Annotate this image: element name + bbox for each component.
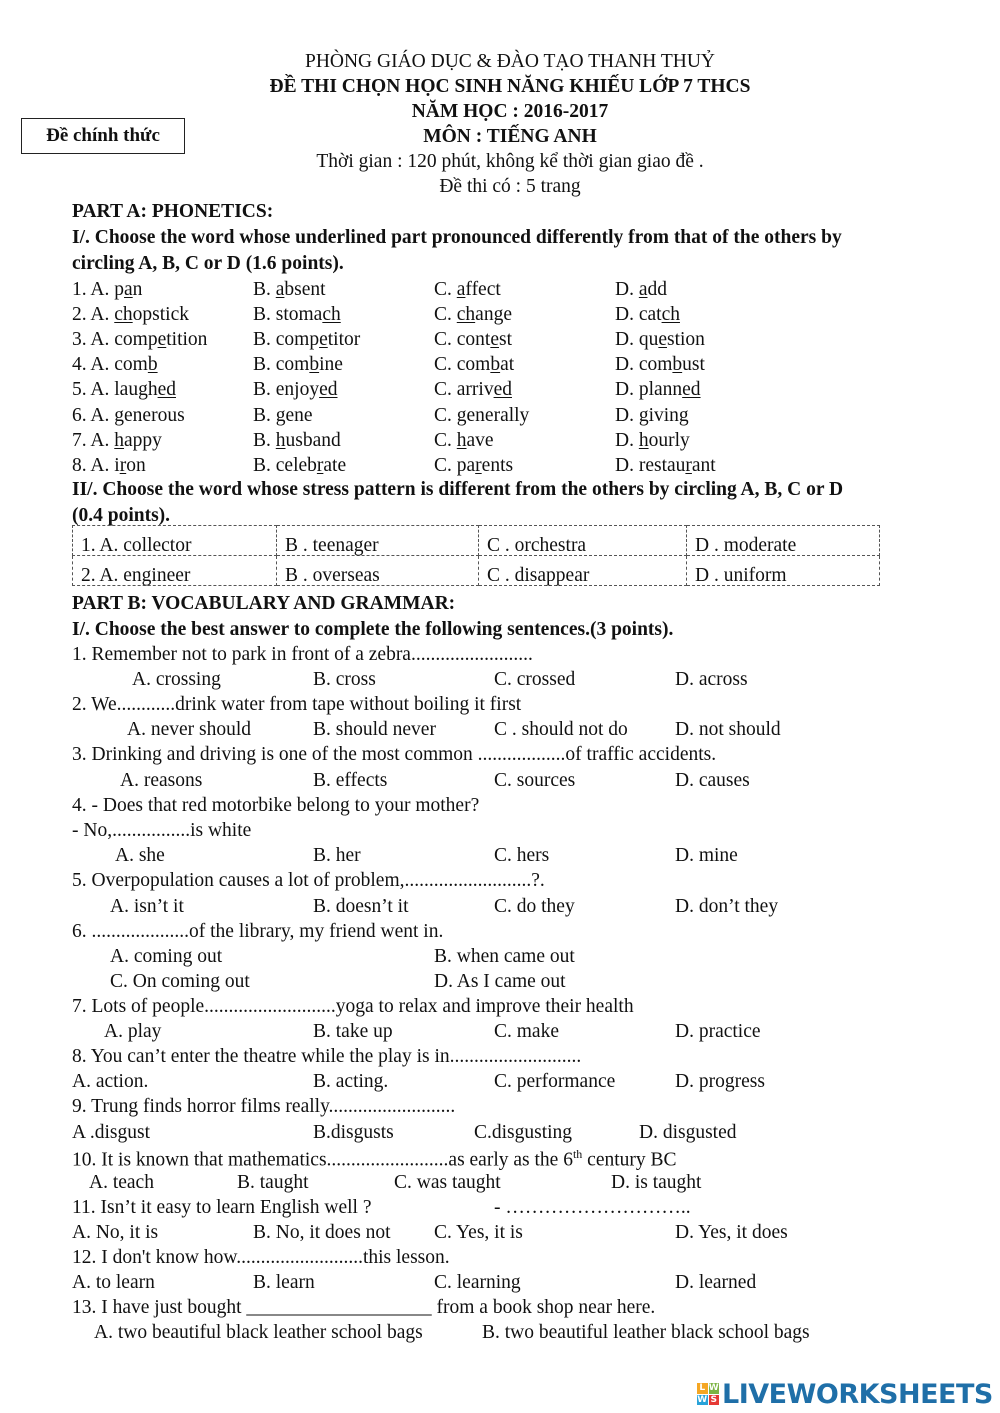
logo-tile: W bbox=[697, 1394, 708, 1405]
answer-option[interactable] bbox=[72, 406, 185, 426]
word-part: at bbox=[500, 354, 515, 376]
underlined-part: b bbox=[309, 354, 320, 376]
question-11-blank: - ……………………….. bbox=[494, 1197, 691, 1218]
word-part: C. com bbox=[434, 354, 491, 376]
word-part: usband bbox=[285, 429, 341, 451]
underlined-part: g bbox=[275, 404, 286, 426]
word-part: titor bbox=[327, 329, 361, 351]
word-part: B. stoma bbox=[253, 304, 323, 326]
time-limit: Thời gian : 120 phút, không kể thời gian giao đề . bbox=[316, 151, 704, 172]
underlined-part: ed bbox=[319, 379, 338, 401]
answer-option[interactable]: A. coming out bbox=[110, 946, 223, 967]
logo-text: LIVEWORKSHEETS bbox=[722, 1378, 993, 1410]
question-5: 5. Overpopulation causes a lot of problem,..........................?. bbox=[72, 870, 545, 891]
stress-cell[interactable]: B . teenager bbox=[277, 526, 479, 556]
part-a-s1-instruction-1: I/. Choose the word whose underlined part pronounced differently from that of the others by bbox=[72, 227, 842, 248]
underlined-part: a bbox=[275, 279, 285, 300]
part-a-s2-instruction-2: (0.4 points). bbox=[72, 505, 171, 526]
word-part: C. bbox=[434, 279, 457, 300]
question-12: 12. I don't know how..........................this lesson. bbox=[72, 1247, 450, 1268]
word-part: D. qu bbox=[615, 329, 659, 351]
page-count: Đề thi có : 5 trang bbox=[439, 176, 581, 197]
answer-option[interactable]: A. she bbox=[115, 845, 165, 866]
underlined-part: a bbox=[638, 279, 648, 300]
answer-option[interactable]: A. No, it is bbox=[72, 1222, 159, 1243]
underlined-part: e bbox=[319, 329, 328, 351]
answer-option[interactable]: C. On coming out bbox=[110, 971, 250, 992]
answer-option[interactable]: B.disgusts bbox=[313, 1122, 394, 1143]
underlined-part: g bbox=[456, 404, 467, 426]
answer-option[interactable]: D. disgusted bbox=[639, 1122, 737, 1143]
word-part: ange bbox=[475, 304, 512, 326]
answer-option[interactable] bbox=[72, 431, 162, 451]
part-a-s2-instruction-1: II/. Choose the word whose stress pattern is different from the others by circling A, B, C or D bbox=[72, 479, 844, 500]
answer-option[interactable]: D. Yes, it does bbox=[675, 1222, 788, 1243]
table-row bbox=[73, 556, 880, 586]
school-year: NĂM HỌC : 2016-2017 bbox=[411, 101, 609, 122]
word-part: C. pa bbox=[434, 454, 476, 476]
answer-option[interactable]: A. reasons bbox=[120, 770, 203, 791]
answer-option[interactable] bbox=[434, 280, 501, 300]
answer-option[interactable]: C. do they bbox=[494, 896, 575, 917]
answer-option[interactable]: D. causes bbox=[675, 770, 750, 791]
answer-option[interactable] bbox=[72, 330, 207, 350]
underlined-part: r bbox=[685, 454, 692, 476]
liveworksheets-logo bbox=[697, 1378, 993, 1410]
word-part: ate bbox=[323, 454, 347, 476]
answer-option[interactable] bbox=[434, 330, 512, 350]
answer-option[interactable] bbox=[253, 406, 313, 426]
answer-option[interactable] bbox=[434, 355, 514, 375]
answer-option[interactable] bbox=[253, 431, 341, 451]
word-part: C. bbox=[434, 304, 457, 326]
word-part: opstick bbox=[132, 304, 190, 326]
word-part: B. bbox=[253, 404, 276, 426]
underlined-part: h bbox=[638, 429, 649, 451]
word-part: D. bbox=[615, 429, 639, 451]
answer-option[interactable]: D. practice bbox=[675, 1021, 761, 1042]
answer-option[interactable]: B. doesn’t it bbox=[313, 896, 409, 917]
answer-option[interactable]: A. two beautiful black leather school bags bbox=[94, 1322, 423, 1343]
word-part: ents bbox=[481, 454, 514, 476]
underlined-part: e bbox=[658, 329, 667, 351]
answer-option[interactable]: A. teach bbox=[89, 1172, 154, 1193]
word-part: D. cat bbox=[615, 304, 662, 326]
word-part: appy bbox=[124, 429, 162, 451]
answer-option[interactable] bbox=[434, 431, 494, 451]
answer-option[interactable]: B. two beautiful leather black school bags bbox=[482, 1322, 810, 1343]
answer-option[interactable]: A .disgust bbox=[72, 1122, 151, 1143]
underlined-part: e bbox=[490, 329, 499, 351]
word-part: ave bbox=[466, 429, 494, 451]
underlined-part: ch bbox=[322, 304, 341, 326]
word-part: stion bbox=[667, 329, 705, 351]
stress-cell[interactable]: D . uniform bbox=[687, 556, 880, 586]
answer-option[interactable]: A. isn’t it bbox=[110, 896, 184, 917]
logo-tile: S bbox=[709, 1395, 720, 1406]
underlined-part: b bbox=[490, 354, 501, 376]
question-3: 3. Drinking and driving is one of the most common ..................of traffic accidents. bbox=[72, 744, 717, 765]
question-1: 1. Remember not to park in front of a zebra......................... bbox=[72, 644, 533, 665]
underlined-part: h bbox=[275, 429, 286, 451]
answer-option[interactable]: D. across bbox=[675, 669, 748, 690]
word-part: B. com bbox=[253, 354, 310, 376]
word-part: st bbox=[499, 329, 513, 351]
answer-option[interactable]: D. progress bbox=[675, 1071, 765, 1092]
exam-title: ĐỀ THI CHỌN HỌC SINH NĂNG KHIẾU LỚP 7 THCS bbox=[269, 76, 751, 97]
underlined-part: a bbox=[456, 279, 466, 300]
word-part: iving bbox=[648, 404, 689, 426]
word-part: B. enjoy bbox=[253, 379, 320, 401]
word-part: B. celeb bbox=[253, 454, 317, 476]
answer-option[interactable]: C. make bbox=[494, 1021, 559, 1042]
answer-option[interactable] bbox=[72, 355, 158, 375]
question-10-tail: century BC bbox=[582, 1149, 677, 1171]
answer-option[interactable] bbox=[615, 355, 705, 375]
answer-option[interactable]: C. hers bbox=[494, 845, 550, 866]
answer-option[interactable]: D. don’t they bbox=[675, 896, 779, 917]
department-name: PHÒNG GIÁO DỤC & ĐÀO TẠO THANH THUỶ bbox=[304, 51, 716, 72]
stress-cell[interactable]: 1. A. collector bbox=[73, 526, 277, 556]
underlined-part: ed bbox=[157, 379, 176, 401]
underlined-part: g bbox=[638, 404, 649, 426]
word-part: 8. A. i bbox=[72, 454, 120, 476]
word-part: enerally bbox=[466, 404, 530, 426]
underlined-part: ed bbox=[682, 379, 701, 401]
answer-option[interactable] bbox=[615, 431, 690, 451]
answer-option[interactable] bbox=[615, 380, 701, 400]
word-part: ine bbox=[319, 354, 343, 376]
word-part: tition bbox=[166, 329, 208, 351]
word-part: 3. A. comp bbox=[72, 329, 158, 351]
answer-option[interactable]: D. As I came out bbox=[434, 971, 566, 992]
question-10 bbox=[72, 1148, 677, 1170]
word-part: B. bbox=[253, 429, 276, 451]
word-part: ene bbox=[285, 404, 313, 426]
logo-tile: W bbox=[708, 1383, 719, 1393]
answer-option[interactable]: B. cross bbox=[313, 669, 376, 690]
word-part: C. arriv bbox=[434, 379, 494, 401]
official-label: Đề chính thức bbox=[46, 125, 160, 146]
answer-option[interactable]: B. effects bbox=[313, 770, 388, 791]
answer-option[interactable]: A. play bbox=[104, 1021, 162, 1042]
part-a-title: PART A: PHONETICS: bbox=[72, 201, 274, 222]
underlined-part: ch bbox=[114, 304, 133, 326]
answer-option[interactable]: B. her bbox=[313, 845, 361, 866]
answer-option[interactable] bbox=[615, 305, 680, 325]
word-part: C. bbox=[434, 429, 457, 451]
word-part: D. bbox=[615, 279, 639, 300]
question-2: 2. We............drink water from tape without boiling it first bbox=[72, 694, 522, 715]
underlined-part: b bbox=[672, 354, 683, 376]
answer-option[interactable] bbox=[253, 330, 360, 350]
answer-option[interactable] bbox=[253, 280, 326, 300]
word-part: B. bbox=[253, 279, 276, 300]
underlined-part: b bbox=[147, 354, 158, 376]
question-4-reply: - No,................is white bbox=[72, 820, 252, 841]
question-8: 8. You can’t enter the theatre while the play is in........................... bbox=[72, 1046, 582, 1067]
logo-tile: L bbox=[697, 1383, 708, 1394]
word-part: 5. A. laugh bbox=[72, 379, 158, 401]
underlined-part: r bbox=[119, 454, 127, 476]
word-part: ourly bbox=[648, 429, 690, 451]
underlined-part: r bbox=[316, 454, 324, 476]
stress-cell[interactable]: D . moderate bbox=[687, 526, 880, 556]
stress-cell[interactable]: B . overseas bbox=[277, 556, 479, 586]
answer-option[interactable]: C. was taught bbox=[394, 1172, 501, 1193]
word-part: n bbox=[132, 279, 143, 300]
word-part: on bbox=[126, 454, 146, 476]
answer-option[interactable]: A. never should bbox=[127, 719, 252, 740]
answer-option[interactable] bbox=[253, 456, 346, 476]
answer-option[interactable] bbox=[253, 355, 343, 375]
logo-icon bbox=[697, 1383, 719, 1405]
underlined-part: h bbox=[456, 429, 467, 451]
answer-option[interactable] bbox=[434, 456, 513, 476]
underlined-part: h bbox=[114, 429, 125, 451]
word-part: ant bbox=[691, 454, 716, 476]
answer-option[interactable]: A. to learn bbox=[72, 1272, 155, 1293]
answer-option[interactable] bbox=[72, 380, 176, 400]
word-part: D. plann bbox=[615, 379, 683, 401]
word-part: dd bbox=[647, 279, 667, 300]
underlined-part: a bbox=[124, 279, 133, 300]
answer-option[interactable] bbox=[72, 456, 146, 476]
word-part: 1. A. p bbox=[72, 279, 125, 300]
word-part: 6. A. bbox=[72, 404, 115, 426]
answer-option[interactable] bbox=[615, 280, 667, 300]
question-11: 11. Isn’t it easy to learn English well ? bbox=[72, 1197, 372, 1218]
question-4: 4. - Does that red motorbike belong to your mother? bbox=[72, 795, 480, 816]
answer-option[interactable]: B. taught bbox=[237, 1172, 309, 1193]
part-b-title: PART B: VOCABULARY AND GRAMMAR: bbox=[72, 593, 456, 614]
answer-option[interactable]: B. learn bbox=[253, 1272, 315, 1293]
answer-option[interactable] bbox=[253, 380, 338, 400]
underlined-part: g bbox=[114, 404, 125, 426]
answer-option[interactable]: B. No, it does not bbox=[253, 1222, 391, 1243]
underlined-part: ch bbox=[661, 304, 680, 326]
part-a-s1-instruction-2: circling A, B, C or D (1.6 points). bbox=[72, 253, 344, 274]
answer-option[interactable] bbox=[615, 406, 689, 426]
answer-option[interactable] bbox=[615, 330, 705, 350]
answer-option[interactable]: C. crossed bbox=[494, 669, 576, 690]
part-b-s1-instruction: I/. Choose the best answer to complete the following sentences.(3 points). bbox=[72, 619, 674, 640]
subject: MÔN : TIẾNG ANH bbox=[423, 126, 597, 147]
superscript: th bbox=[572, 1147, 583, 1161]
word-part: D. restau bbox=[615, 454, 686, 476]
answer-option[interactable]: C. sources bbox=[494, 770, 576, 791]
word-part: bsent bbox=[284, 279, 326, 300]
word-part: 7. A. bbox=[72, 429, 115, 451]
question-7: 7. Lots of people...........................yoga to relax and improve their health bbox=[72, 996, 634, 1017]
word-part: 2. A. bbox=[72, 304, 115, 326]
answer-option[interactable] bbox=[434, 305, 512, 325]
answer-option[interactable]: B. when came out bbox=[434, 946, 575, 967]
answer-option[interactable]: D. is taught bbox=[611, 1172, 702, 1193]
answer-option[interactable]: A. action. bbox=[72, 1071, 149, 1092]
word-part: 4. A. com bbox=[72, 354, 148, 376]
underlined-part: ed bbox=[493, 379, 512, 401]
word-part: ust bbox=[682, 354, 705, 376]
answer-option[interactable]: D. mine bbox=[675, 845, 738, 866]
word-part: enerous bbox=[124, 404, 185, 426]
word-part: C. bbox=[434, 404, 457, 426]
official-label-box bbox=[21, 118, 185, 154]
answer-option[interactable]: C. learning bbox=[434, 1272, 521, 1293]
word-part: D. bbox=[615, 404, 639, 426]
answer-option[interactable] bbox=[434, 380, 512, 400]
stress-cell[interactable]: C . disappear bbox=[479, 556, 687, 586]
answer-option[interactable]: D. not should bbox=[675, 719, 781, 740]
answer-option[interactable]: B. take up bbox=[313, 1021, 393, 1042]
table-row bbox=[73, 526, 880, 556]
answer-option[interactable]: B. should never bbox=[313, 719, 436, 740]
word-part: ffect bbox=[465, 279, 501, 300]
underlined-part: ch bbox=[456, 304, 476, 326]
answer-option[interactable]: C. Yes, it is bbox=[434, 1222, 523, 1243]
answer-option[interactable] bbox=[434, 406, 529, 426]
question-9: 9. Trung finds horror films really.......................... bbox=[72, 1096, 456, 1117]
answer-option[interactable]: A. crossing bbox=[132, 669, 221, 690]
question-10-text: 10. It is known that mathematics.........................as early as the 6 bbox=[72, 1149, 573, 1171]
answer-option[interactable]: C . should not do bbox=[494, 719, 628, 740]
answer-option[interactable] bbox=[72, 305, 189, 325]
underlined-part: e bbox=[157, 329, 167, 351]
underlined-part: r bbox=[475, 454, 482, 476]
question-6: 6. ....................of the library, my friend went in. bbox=[72, 921, 444, 942]
stress-table bbox=[72, 525, 880, 586]
word-part: D. com bbox=[615, 354, 673, 376]
question-13: 13. I have just bought ___________________ from a book shop near here. bbox=[72, 1297, 656, 1318]
answer-option[interactable]: B. acting. bbox=[313, 1071, 389, 1092]
word-part: C. cont bbox=[434, 329, 491, 351]
answer-option[interactable]: C. performance bbox=[494, 1071, 616, 1092]
stress-cell[interactable]: 2. A. engineer bbox=[73, 556, 277, 586]
answer-option[interactable] bbox=[72, 280, 142, 300]
answer-option[interactable]: C.disgusting bbox=[474, 1122, 573, 1143]
answer-option[interactable] bbox=[253, 305, 341, 325]
answer-option[interactable] bbox=[615, 456, 716, 476]
word-part: B. comp bbox=[253, 329, 320, 351]
stress-cell[interactable]: C . orchestra bbox=[479, 526, 687, 556]
answer-option[interactable]: D. learned bbox=[675, 1272, 757, 1293]
